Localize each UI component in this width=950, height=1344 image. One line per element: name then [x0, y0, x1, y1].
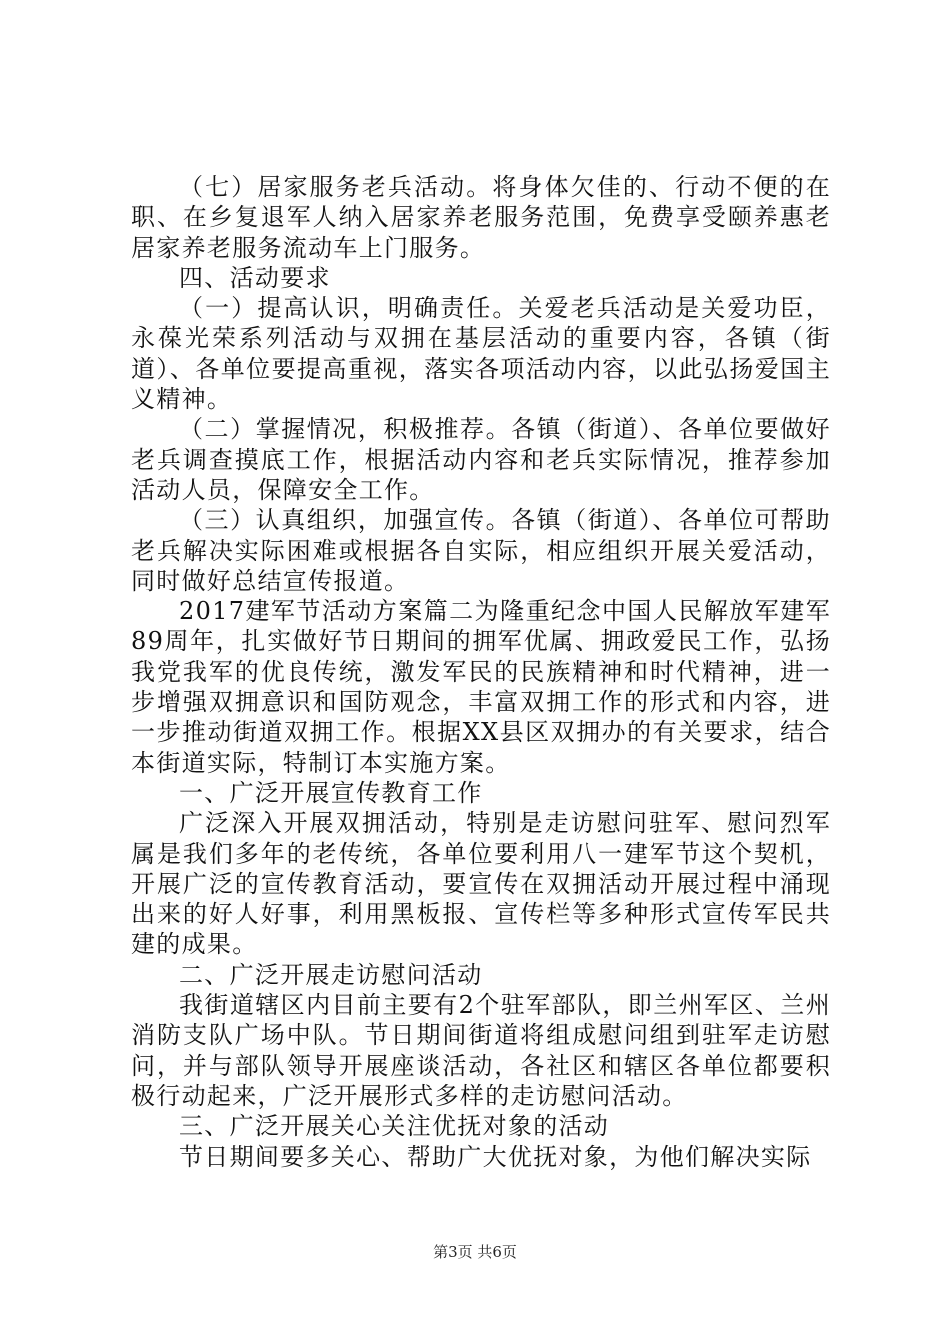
section-heading-care: 三、广泛开展关心关注优抚对象的活动	[179, 1112, 610, 1141]
paragraph-requirement-one: （一）提高认识，明确责任。关爱老兵活动是关爱功臣，永葆光荣系列活动与双拥在基层活动的重要内容，各镇（街道）、各单位要提高重视，落实各项活动内容，以此弘扬爱国主义精神。	[131, 294, 831, 414]
document-body	[131, 172, 831, 1172]
paragraph-visits: 我街道辖区内目前主要有2个驻军部队，即兰州军区、兰州消防支队广场中队。节日期间街道将组成慰问组到驻军走访慰问，并与部队领导开展座谈活动，各社区和辖区各单位都要积极行动起来，广泛开展形式多样的走访慰问活动。	[131, 991, 831, 1110]
paragraph-publicity: 广泛深入开展双拥活动，特别是走访慰问驻军、慰问烈军属是我们多年的老传统，各单位要利用八一建军节这个契机，开展广泛的宣传教育活动，要宣传在双拥活动开展过程中涌现出来的好人好事，利用黑板报、宣传栏等多种形式宣传军民共建的成果。	[131, 809, 831, 959]
section-heading-publicity: 一、广泛开展宣传教育工作	[179, 778, 483, 807]
page-footer: 第3页 共6页	[433, 1243, 517, 1261]
paragraph-requirement-three: （三）认真组织，加强宣传。各镇（街道）、各单位可帮助老兵解决实际困难或根据各自实际，相应组织开展关爱活动，同时做好总结宣传报道。	[131, 506, 831, 595]
paragraph-plan-two-intro: 2017建军节活动方案篇二为隆重纪念中国人民解放军建军89周年，扎实做好节日期间的拥军优属、拥政爱民工作，弘扬我党我军的优良传统，激发军民的民族精神和时代精神，进一步增强双拥意识和国防观念，丰富双拥工作的形式和内容，进一步推动街道双拥工作。根据XX县区双拥办的有关要求，结合本街道实际，特制订本实施方案。	[131, 597, 831, 777]
paragraph-care: 节日期间要多关心、帮助广大优抚对象，为他们解决实际	[179, 1142, 812, 1171]
section-heading-visits: 二、广泛开展走访慰问活动	[179, 960, 483, 989]
paragraph-requirement-two: （二）掌握情况，积极推荐。各镇（街道）、各单位要做好老兵调查摸底工作，根据活动内容和老兵实际情况，推荐参加活动人员，保障安全工作。	[131, 415, 831, 504]
section-heading-requirements: 四、活动要求	[179, 263, 331, 292]
paragraph-item-seven: （七）居家服务老兵活动。将身体欠佳的、行动不便的在职、在乡复退军人纳入居家养老服务范围，免费享受颐养惠老居家养老服务流动车上门服务。	[131, 173, 831, 262]
